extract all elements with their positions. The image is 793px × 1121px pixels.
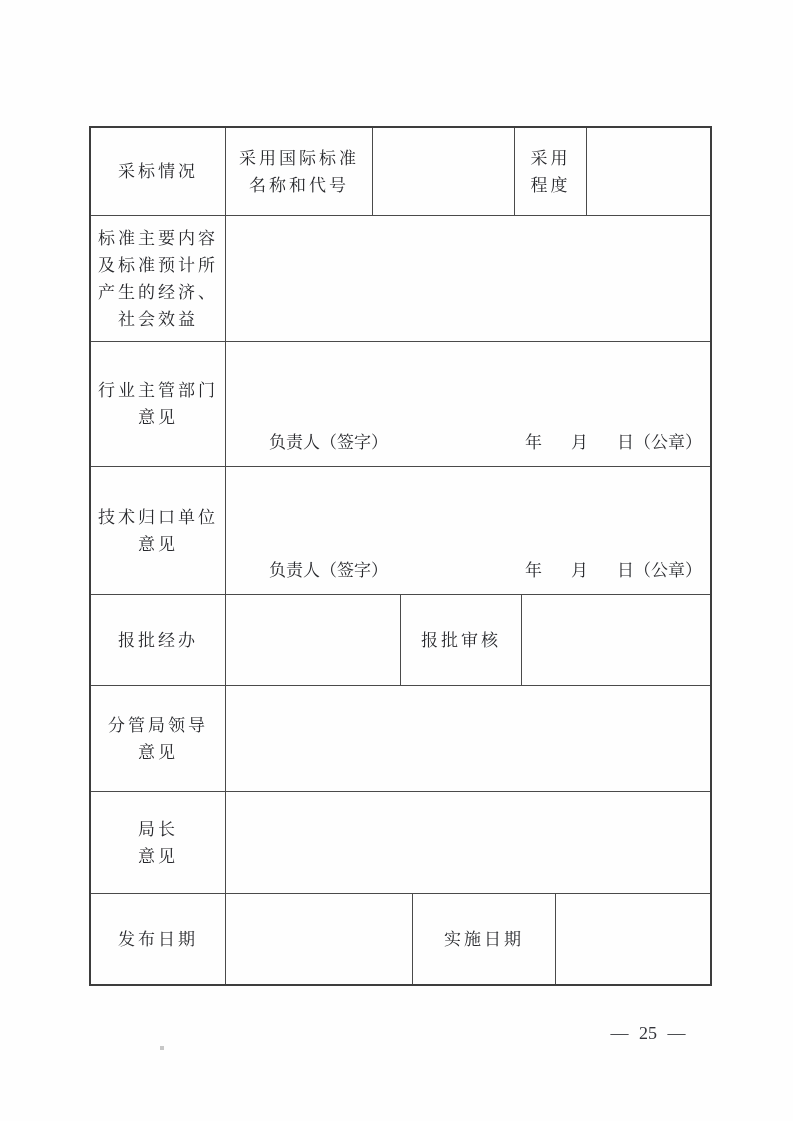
cell-degree-label [515,128,587,215]
row-main-content [91,216,710,342]
cell-tech-unit-opinion [226,467,710,594]
director-label-line1: 局长 [138,819,178,839]
cell-submission-review-value [522,595,710,685]
industry-dept-label-line1: 行业主管部门 [98,381,218,400]
cell-intl-standard-label [226,128,373,215]
tech-unit-date-stamp [525,556,702,581]
scan-artifact-speck [160,1046,164,1050]
cell-main-content-label [91,216,226,341]
director-label [138,816,178,870]
cell-submission-handler-value [226,595,401,685]
row-tech-unit [91,467,710,595]
cell-adoption-label [91,128,226,215]
cell-publish-date-value [226,894,413,984]
row-submission [91,595,710,686]
row-industry-dept [91,342,710,467]
degree-label-line2: 程度 [530,175,571,195]
tech-unit-sign-label: 负责人（签字） [269,561,388,580]
cell-implement-date-label [413,894,556,984]
industry-dept-label [98,377,218,431]
main-content-label [98,225,218,333]
cell-industry-dept-label [91,342,226,466]
row-adoption [91,128,710,216]
cell-publish-date-label [91,894,226,984]
month-label: 月 [571,433,588,452]
row-director [91,792,710,894]
cell-submission-handler-label [91,595,226,685]
tech-unit-signature-line [226,556,710,594]
main-content-label-line2: 及标准预计所 [98,255,218,275]
industry-dept-label-line2: 意见 [138,408,178,427]
main-content-label-line1: 标准主要内容 [98,228,218,248]
approval-form-table [89,126,712,986]
industry-dept-sign-label: 负责人（签字） [269,433,388,452]
row-dates [91,894,710,984]
month-label: 月 [571,561,588,580]
year-label: 年 [525,433,542,452]
deputy-leader-label [108,712,208,766]
main-content-label-line4: 社会效益 [118,309,198,329]
intl-standard-label-line2: 名称和代号 [249,175,349,195]
submission-review-label: 报批审核 [421,630,501,650]
cell-degree-value [587,128,710,215]
cell-intl-standard-value [373,128,515,215]
cell-submission-review-label [401,595,522,685]
tech-unit-label-line2: 意见 [138,534,178,554]
industry-dept-date-stamp [525,428,702,453]
row-deputy-leader [91,686,710,792]
publish-date-label: 发布日期 [118,929,198,949]
implement-date-label: 实施日期 [444,929,524,949]
day-seal-label: 日（公章） [617,561,702,580]
deputy-leader-label-line2: 意见 [138,742,178,762]
cell-industry-dept-opinion [226,342,710,466]
director-label-line2: 意见 [138,846,178,866]
intl-standard-label [239,145,359,199]
tech-unit-label-line1: 技术归口单位 [98,507,218,527]
cell-director-label [91,792,226,893]
cell-deputy-leader-label [91,686,226,791]
tech-unit-label [98,504,218,558]
cell-deputy-leader-value [226,686,710,791]
cell-implement-date-value [556,894,710,984]
page-number: — 25 — [610,1023,686,1043]
year-label: 年 [525,561,542,580]
degree-label-line1: 采用 [530,148,571,168]
day-seal-label: 日（公章） [617,433,702,452]
degree-label [531,145,571,199]
deputy-leader-label-line1: 分管局领导 [108,715,208,735]
main-content-label-line3: 产生的经济、 [98,282,218,302]
industry-dept-signature-line [226,428,710,466]
cell-main-content-value [226,216,710,341]
cell-tech-unit-label [91,467,226,594]
intl-standard-label-line1: 采用国际标准 [239,148,359,168]
cell-director-value [226,792,710,893]
adoption-label: 采标情况 [118,162,198,181]
submission-handler-label: 报批经办 [118,630,198,650]
